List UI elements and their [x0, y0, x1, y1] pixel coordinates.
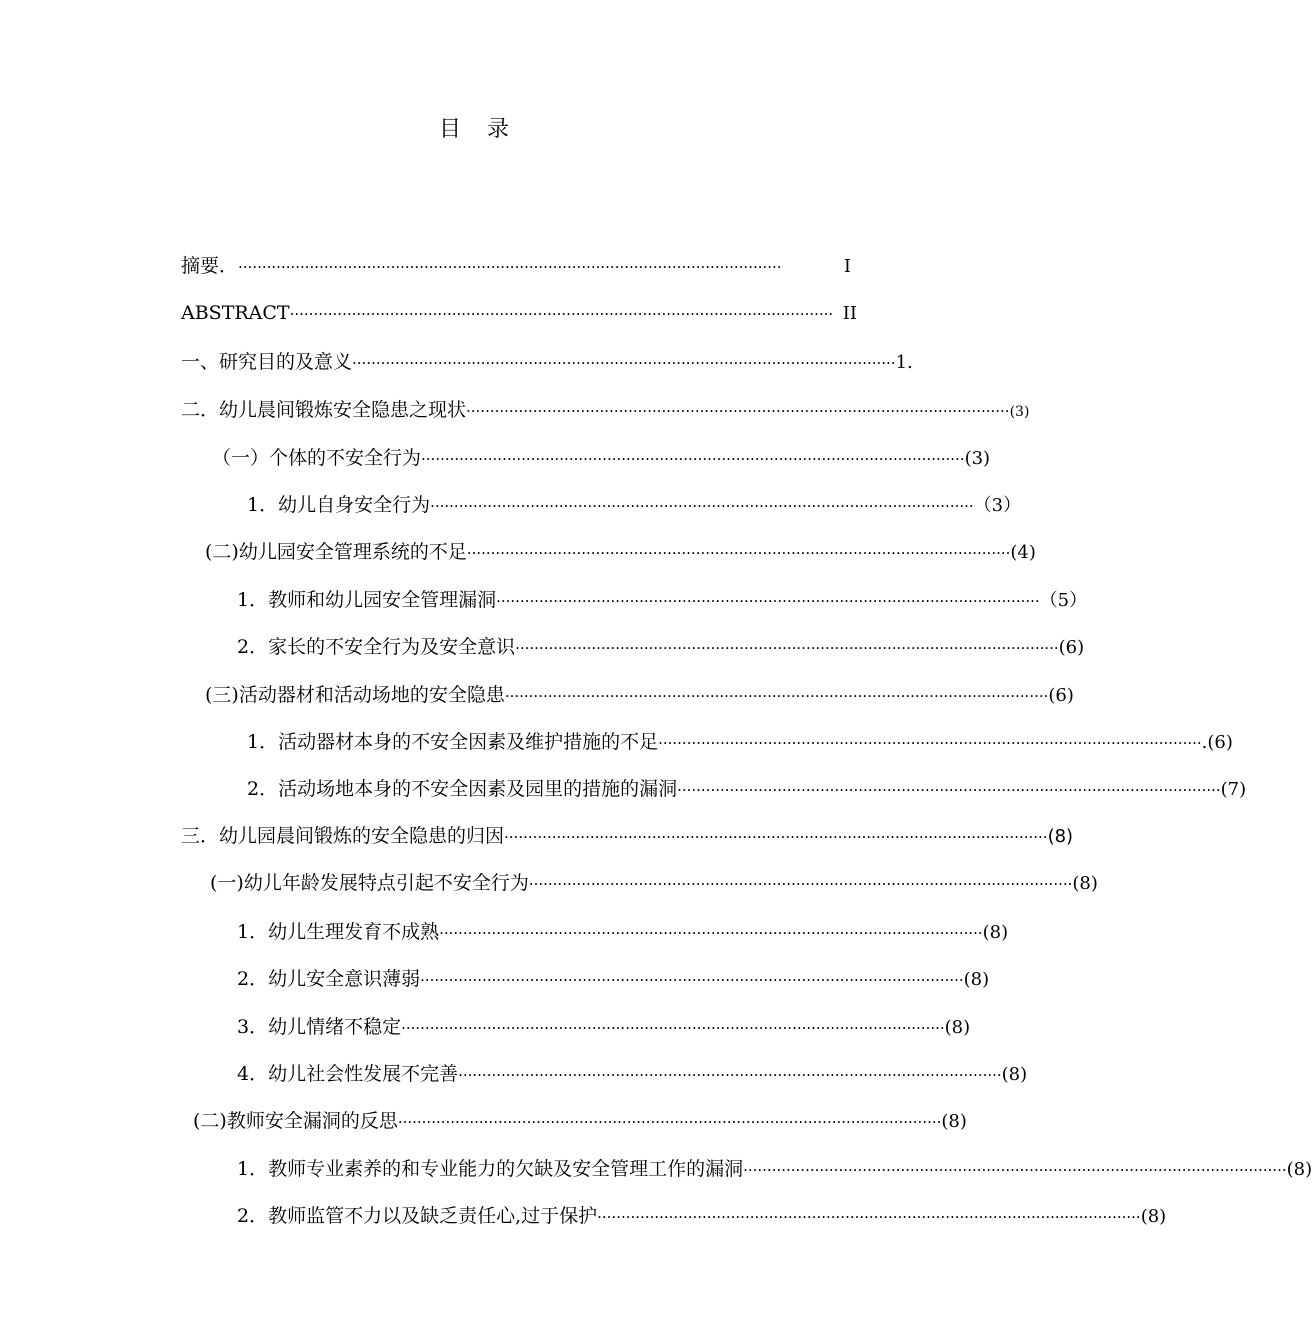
toc-entry-label: 2．教师监管不力以及缺乏责任心,过于保护: [237, 1205, 598, 1227]
toc-entry: [205, 538, 1036, 566]
toc-entry-label: 4．幼儿社会性发展不完善: [237, 1063, 459, 1085]
toc-entry: [237, 633, 1085, 661]
toc-entry: [181, 396, 1030, 424]
toc-entry: [237, 918, 1009, 946]
toc-leader-dots: ··················································································································: [677, 781, 1221, 799]
toc-entry: [181, 299, 857, 327]
toc-entry-page: (8): [1072, 873, 1098, 894]
toc-leader-dots: ··················································································································: [466, 402, 1010, 420]
toc-entry: [205, 681, 1074, 709]
toc-entry-page: .(6): [1201, 732, 1233, 753]
toc-leader-dots: ··················································································································: [496, 592, 1040, 610]
toc-entry-label: （一）个体的不安全行为: [212, 447, 422, 469]
toc-entry-label: ABSTRACT: [181, 302, 290, 324]
toc-entry: [237, 1155, 1312, 1183]
toc-entry: [181, 252, 851, 280]
toc-leader-dots: ··················································································································: [528, 875, 1073, 893]
toc-entry: [237, 1013, 971, 1041]
toc-entry-label: (二)教师安全漏洞的反思: [193, 1110, 398, 1132]
toc-leader-dots: ··················································································································: [421, 450, 965, 468]
toc-entry-label: 2．幼儿安全意识薄弱: [237, 968, 421, 990]
toc-entry-page: (4): [1010, 542, 1036, 563]
toc-entry-label: 1．幼儿生理发育不成熟: [237, 921, 440, 943]
toc-entry: [237, 1202, 1167, 1230]
toc-leader-dots: ··················································································································: [238, 258, 782, 276]
toc-entry-label: 1．教师专业素养的和专业能力的欠缺及安全管理工作的漏洞: [237, 1158, 744, 1180]
toc-entry-page: (8): [944, 1017, 971, 1038]
toc-entry-page: (8): [982, 922, 1009, 943]
toc-entry-page: ⅠⅠ: [842, 303, 857, 324]
toc-entry-page: (8): [1001, 1064, 1028, 1085]
toc-entry-page: (6): [1058, 637, 1085, 658]
toc-entry-page: (8): [963, 969, 990, 990]
toc-leader-dots: ··················································································································: [504, 828, 1048, 846]
toc-leader-dots: ··················································································································: [658, 734, 1202, 752]
toc-leader-dots: ··················································································································: [430, 497, 974, 515]
toc-leader-dots: ··················································································································: [743, 1161, 1287, 1179]
toc-entry-page: (8): [941, 1111, 967, 1132]
toc-entry-label: (三)活动器材和活动场地的安全隐患: [205, 684, 505, 706]
toc-entry-label: (二)幼儿园安全管理系统的不足: [205, 541, 467, 563]
toc-entry-page: (8): [1286, 1159, 1312, 1180]
toc-entry-label: 二．幼儿晨间锻炼安全隐患之现状: [181, 399, 467, 421]
toc-entry-label: 2．活动场地本身的不安全因素及园里的措施的漏洞: [247, 778, 678, 800]
toc-entry-page: Ⅰ: [843, 256, 851, 277]
toc-entry: [247, 775, 1247, 803]
toc-entry-page: （5）: [1039, 590, 1088, 611]
toc-entry: [247, 728, 1233, 756]
toc-entry-page: (6): [1048, 685, 1074, 706]
toc-entry-label: 3．幼儿情绪不稳定: [237, 1016, 402, 1038]
toc-entry: [212, 444, 991, 472]
toc-entry: [237, 965, 990, 993]
toc-entry: [193, 1107, 967, 1135]
page-title: 目 录: [438, 117, 511, 142]
toc-leader-dots: ··················································································································: [466, 544, 1011, 562]
toc-entry-page: (3): [964, 448, 991, 469]
toc-entry-label: (一)幼儿年龄发展特点引起不安全行为: [210, 872, 529, 894]
toc-entry-label: 1．活动器材本身的不安全因素及维护措施的不足: [247, 731, 659, 753]
toc-leader-dots: ··················································································································: [397, 1113, 942, 1131]
toc-leader-dots: ··················································································································: [420, 971, 964, 989]
toc-leader-dots: ··················································································································: [352, 354, 896, 372]
toc-leader-dots: ··················································································································: [439, 924, 983, 942]
toc-entry-page: (8): [1047, 826, 1074, 847]
toc-entry: [181, 822, 1074, 850]
toc-entry-label: 三．幼儿园晨间锻炼的安全隐患的归因: [181, 825, 505, 847]
toc-entry: [237, 586, 1088, 614]
toc-entry-label: 1．教师和幼儿园安全管理漏洞: [237, 589, 497, 611]
toc-leader-dots: ··················································································································: [458, 1066, 1002, 1084]
toc-entry: [247, 491, 1022, 519]
toc-entry-label: 1．幼儿自身安全行为: [247, 494, 431, 516]
toc-entry-page: （3）: [973, 495, 1022, 516]
toc-entry: [210, 869, 1098, 897]
toc-leader-dots: ··················································································································: [597, 1208, 1141, 1226]
toc-entry: [181, 348, 913, 376]
toc-leader-dots: ··················································································································: [515, 639, 1059, 657]
toc-entry-label: 摘要．: [181, 255, 239, 277]
toc-leader-dots: ··················································································································: [504, 687, 1049, 705]
toc-entry-page: (3): [1009, 404, 1030, 420]
toc-entry: [237, 1060, 1028, 1088]
toc-entry-page: (8): [1140, 1206, 1167, 1227]
toc-entry-label: 2．家长的不安全行为及安全意识: [237, 636, 516, 658]
toc-entry-page: (7): [1220, 779, 1247, 800]
toc-entry-label: 一、研究目的及意义: [181, 351, 353, 373]
toc-leader-dots: ··················································································································: [289, 305, 834, 323]
toc-entry-page: 1.: [895, 352, 913, 373]
toc-leader-dots: ··················································································································: [401, 1019, 945, 1037]
